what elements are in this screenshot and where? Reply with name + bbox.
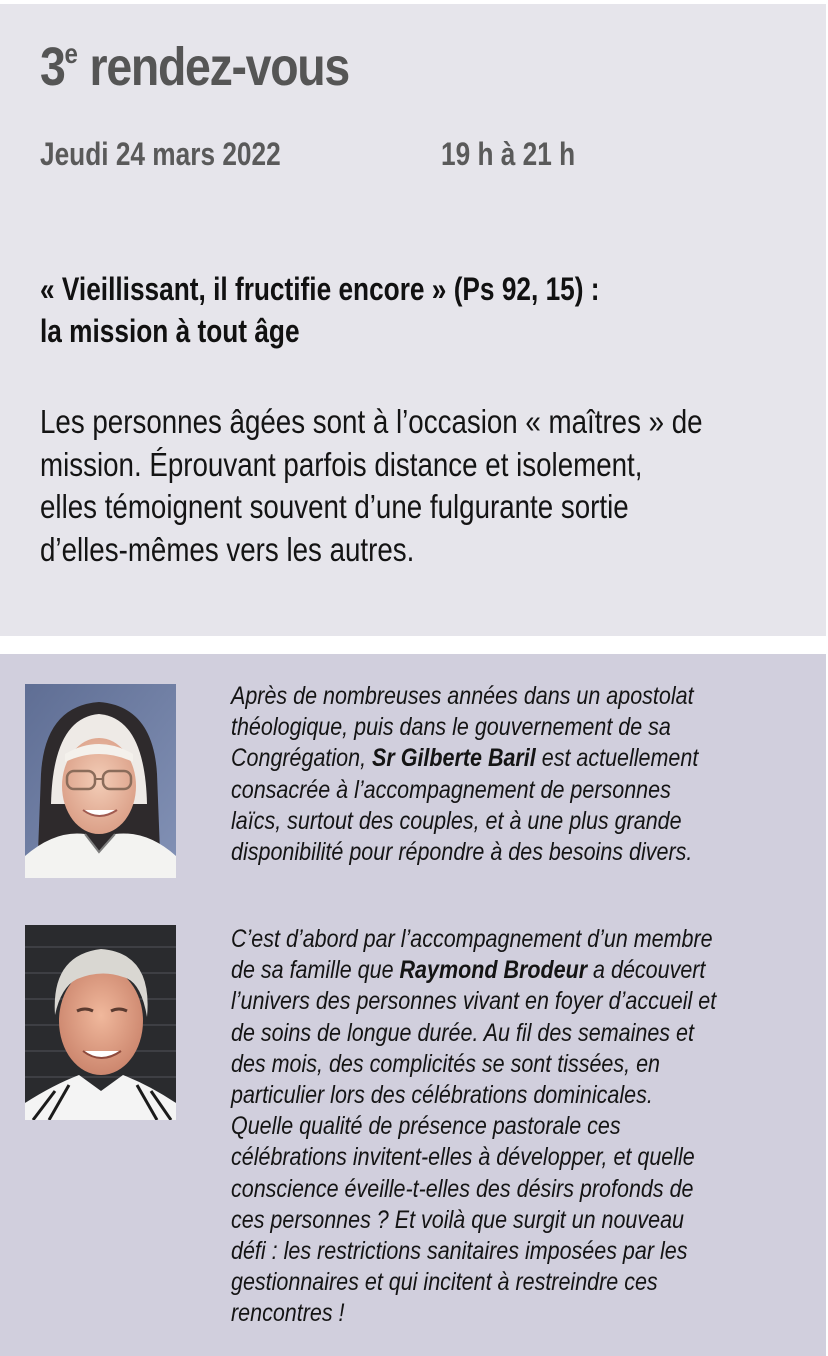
bio-text: est actuellement [535, 744, 699, 773]
session-description [40, 401, 703, 571]
speaker-photo-raymond-brodeur [25, 925, 176, 1120]
bio-line [231, 743, 698, 774]
speaker-name: Sr Gilberte Baril [372, 744, 536, 773]
bio-line: particulier lors des célébrations dominicales. [231, 1081, 653, 1110]
speaker-bio-gilberte-baril [231, 681, 698, 868]
bio-line: ces personnes ? Et voilà que surgit un nouveau [231, 1205, 684, 1234]
description-line: mission. Éprouvant parfois distance et isolement, [40, 445, 643, 483]
event-header-panel [0, 4, 826, 636]
page-title [40, 36, 349, 98]
speaker-name: Raymond Brodeur [399, 956, 588, 985]
speakers-panel [0, 654, 826, 1356]
bio-line: des mois, des complicités se sont tissées, en [231, 1049, 660, 1078]
session-subtitle [40, 268, 778, 352]
bio-line: de soins de longue durée. Au fil des semaines et [231, 1018, 694, 1047]
speaker-bio-raymond-brodeur [231, 924, 716, 1330]
bio-line [231, 955, 716, 986]
bio-line: théologique, puis dans le gouvernement de sa [231, 713, 671, 742]
bio-line: défi : les restrictions sanitaires imposées par les [231, 1237, 688, 1266]
bio-line: consacrée à l’accompagnement de personnes [231, 775, 671, 804]
event-date: Jeudi 24 mars 2022 [40, 136, 281, 172]
bio-line: gestionnaires et qui incitent à restreindre ces [231, 1268, 658, 1297]
description-line: Les personnes âgées sont à l’occasion « maîtres » de [40, 403, 703, 440]
bio-line: rencontres ! [231, 1299, 345, 1328]
speaker-photo-gilberte-baril [25, 684, 176, 878]
bio-line: Quelle qualité de présence pastorale ces [231, 1112, 621, 1141]
description-line: d’elles-mêmes vers les autres. [40, 530, 415, 568]
bio-line: conscience éveille-t-elles des désirs profonds de [231, 1174, 694, 1203]
bio-line: disponibilité pour répondre à des besoins divers. [231, 838, 693, 867]
bio-text: de sa famille que [231, 956, 400, 985]
subtitle-line: la mission à tout âge [40, 313, 300, 349]
bio-line: C’est d’abord par l’accompagnement d’un membre [231, 925, 713, 953]
bio-text: a découvert [587, 956, 706, 985]
title-number: 3 [40, 37, 65, 97]
title-ordinal-suffix: e [64, 38, 78, 69]
bio-line: Après de nombreuses années dans un apostolat [231, 682, 694, 710]
title-text: rendez-vous [77, 37, 349, 97]
bio-line: l’univers des personnes vivant en foyer d’accueil et [231, 987, 717, 1016]
bio-line: célébrations invitent-elles à développer, et quelle [231, 1143, 695, 1172]
description-line: elles témoignent souvent d’une fulgurante sortie [40, 488, 629, 525]
bio-line: laïcs, surtout des couples, et à une plus grande [231, 806, 682, 835]
event-time: 19 h à 21 h [441, 136, 576, 172]
bio-text: Congrégation, [231, 744, 373, 773]
subtitle-line: « Vieillissant, il fructifie encore » (Ps 92, 15) : [40, 271, 600, 307]
